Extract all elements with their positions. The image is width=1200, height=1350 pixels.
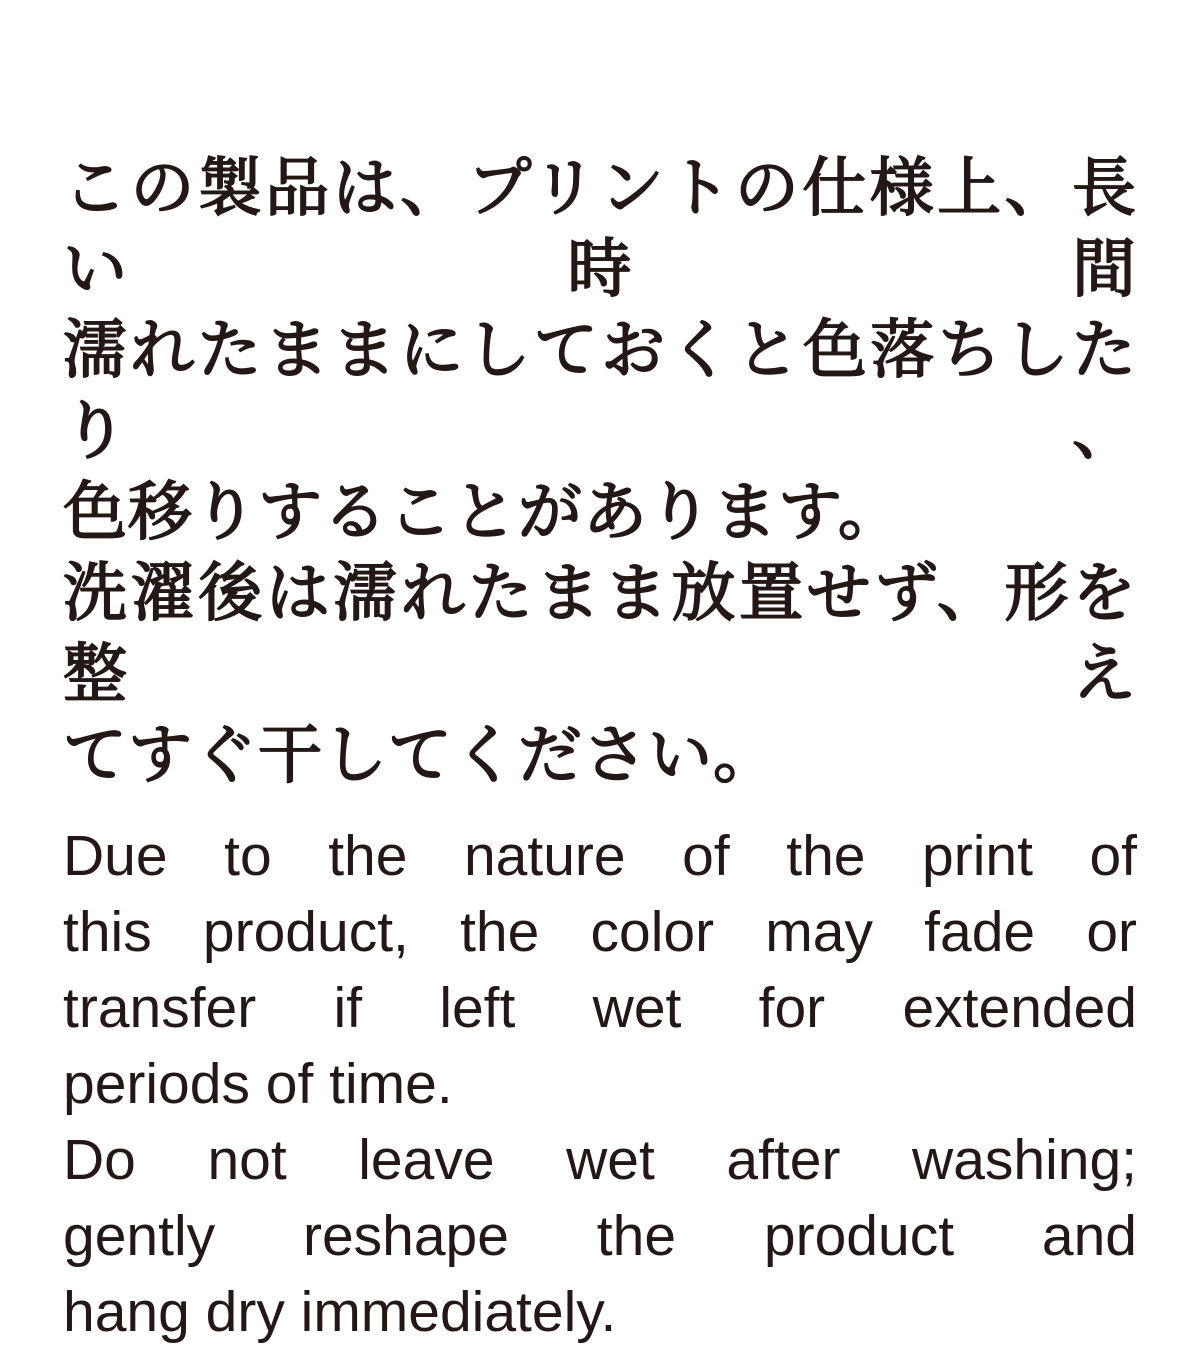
english-line: Due to the nature of the print of	[63, 824, 1137, 888]
english-line: periods of time.	[63, 1052, 453, 1116]
japanese-line: この製品は、プリントの仕様上、長い時間	[63, 152, 1137, 305]
japanese-line: てすぐ干してください。	[63, 719, 778, 791]
english-line: gently reshape the product and	[63, 1204, 1137, 1268]
japanese-line: 色移りすることがあります。	[63, 476, 903, 548]
japanese-line: 洗濯後は濡れたまま放置せず、形を整え	[63, 557, 1137, 710]
japanese-line: 濡れたままにしておくと色落ちしたり、	[63, 314, 1137, 467]
english-line: Do not leave wet after washing;	[63, 1128, 1137, 1192]
english-line: hang dry immediately.	[63, 1280, 617, 1344]
english-instructions	[63, 818, 1137, 1350]
english-line: this product, the color may fade or	[63, 900, 1137, 964]
english-line: transfer if left wet for extended	[63, 976, 1137, 1040]
japanese-instructions	[63, 148, 1137, 796]
